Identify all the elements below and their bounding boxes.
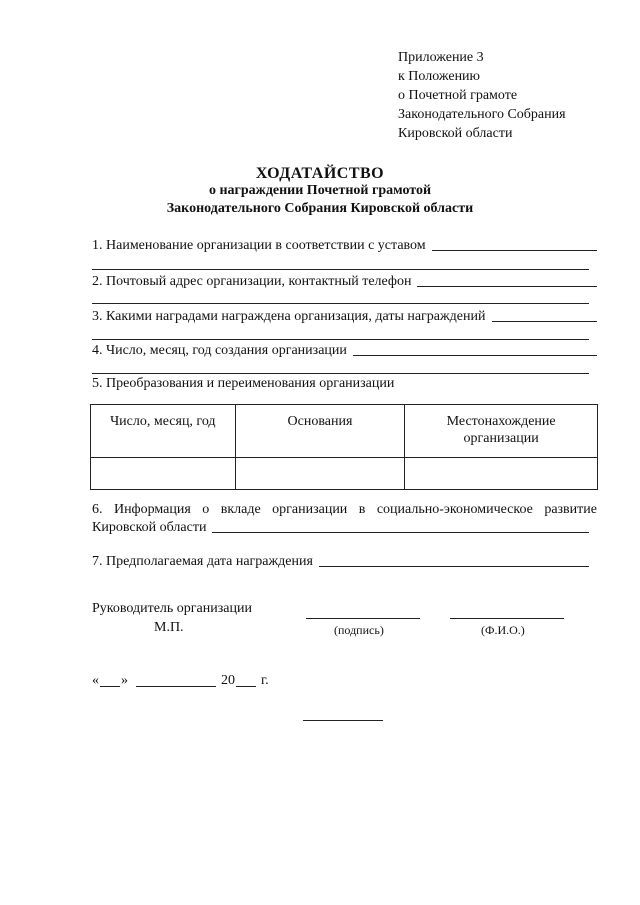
head-of-organization-label: Руководитель организации — [92, 601, 252, 616]
fill-line[interactable] — [319, 565, 589, 567]
item-label: 1. Наименование организации в соответствии с уставом — [92, 238, 426, 253]
table-row — [91, 458, 598, 490]
item-label: 7. Предполагаемая дата награждения — [92, 554, 313, 569]
fill-line[interactable] — [432, 249, 597, 251]
item-label: Кировской области — [92, 520, 207, 535]
table-cell[interactable] — [91, 458, 236, 490]
transformations-table — [90, 404, 598, 490]
appendix-line: о Почетной грамоте — [398, 88, 518, 103]
table-cell[interactable] — [405, 458, 598, 490]
name-caption: (Ф.И.О.) — [481, 623, 525, 637]
appendix-line: Законодательного Собрания — [398, 107, 566, 122]
item-organization-name — [92, 234, 597, 254]
appendix-line: Приложение 3 — [398, 50, 484, 65]
item-label: 5. Преобразования и переименования организации — [92, 376, 395, 391]
appendix-block — [398, 48, 566, 143]
item-award-date — [92, 550, 589, 570]
table-header-cell: Основания — [235, 405, 405, 458]
item-label: 4. Число, месяц, год создания организации — [92, 343, 347, 358]
year-suffix: г. — [261, 673, 269, 688]
item-label: 2. Почтовый адрес организации, контактный телефон — [92, 274, 412, 289]
year-field[interactable] — [236, 672, 256, 687]
table-header-row — [91, 405, 598, 458]
signature-caption: (подпись) — [334, 623, 384, 637]
item-creation-date — [92, 339, 597, 359]
item-transformations — [92, 372, 597, 392]
item-contribution-line1: 6. Информация о вкладе организации в социально-экономическое развитие — [92, 502, 597, 517]
item-label: 3. Какими наградами награждена организация, даты награждений — [92, 309, 486, 324]
document-subtitle-2: Законодательного Собрания Кировской области — [166, 201, 474, 216]
fill-line[interactable] — [492, 320, 598, 322]
fill-line[interactable] — [92, 303, 589, 304]
table-header-cell: Число, месяц, год — [91, 405, 236, 458]
item-postal-address — [92, 270, 597, 290]
date-line — [92, 672, 269, 689]
item-contribution — [92, 516, 589, 536]
document-title: ХОДАТАЙСТВО — [255, 165, 385, 182]
fill-line[interactable] — [417, 285, 597, 287]
appendix-line: к Положению — [398, 69, 481, 84]
item-awards — [92, 305, 597, 325]
signature-line[interactable] — [306, 618, 420, 619]
closing-rule — [303, 720, 383, 721]
fill-line[interactable] — [212, 531, 589, 533]
stamp-label: М.П. — [154, 620, 184, 635]
month-field[interactable] — [136, 672, 216, 687]
close-quote: » — [121, 673, 128, 688]
century-label: 20 — [221, 673, 235, 688]
table-header-cell: Местонахождение организации — [405, 405, 598, 458]
day-field[interactable] — [100, 672, 120, 687]
table-cell[interactable] — [235, 458, 405, 490]
open-quote: « — [92, 673, 99, 688]
appendix-line: Кировской области — [398, 126, 513, 141]
name-line[interactable] — [450, 618, 564, 619]
fill-line[interactable] — [353, 354, 597, 356]
document-subtitle: о награждении Почетной грамотой — [208, 183, 432, 198]
